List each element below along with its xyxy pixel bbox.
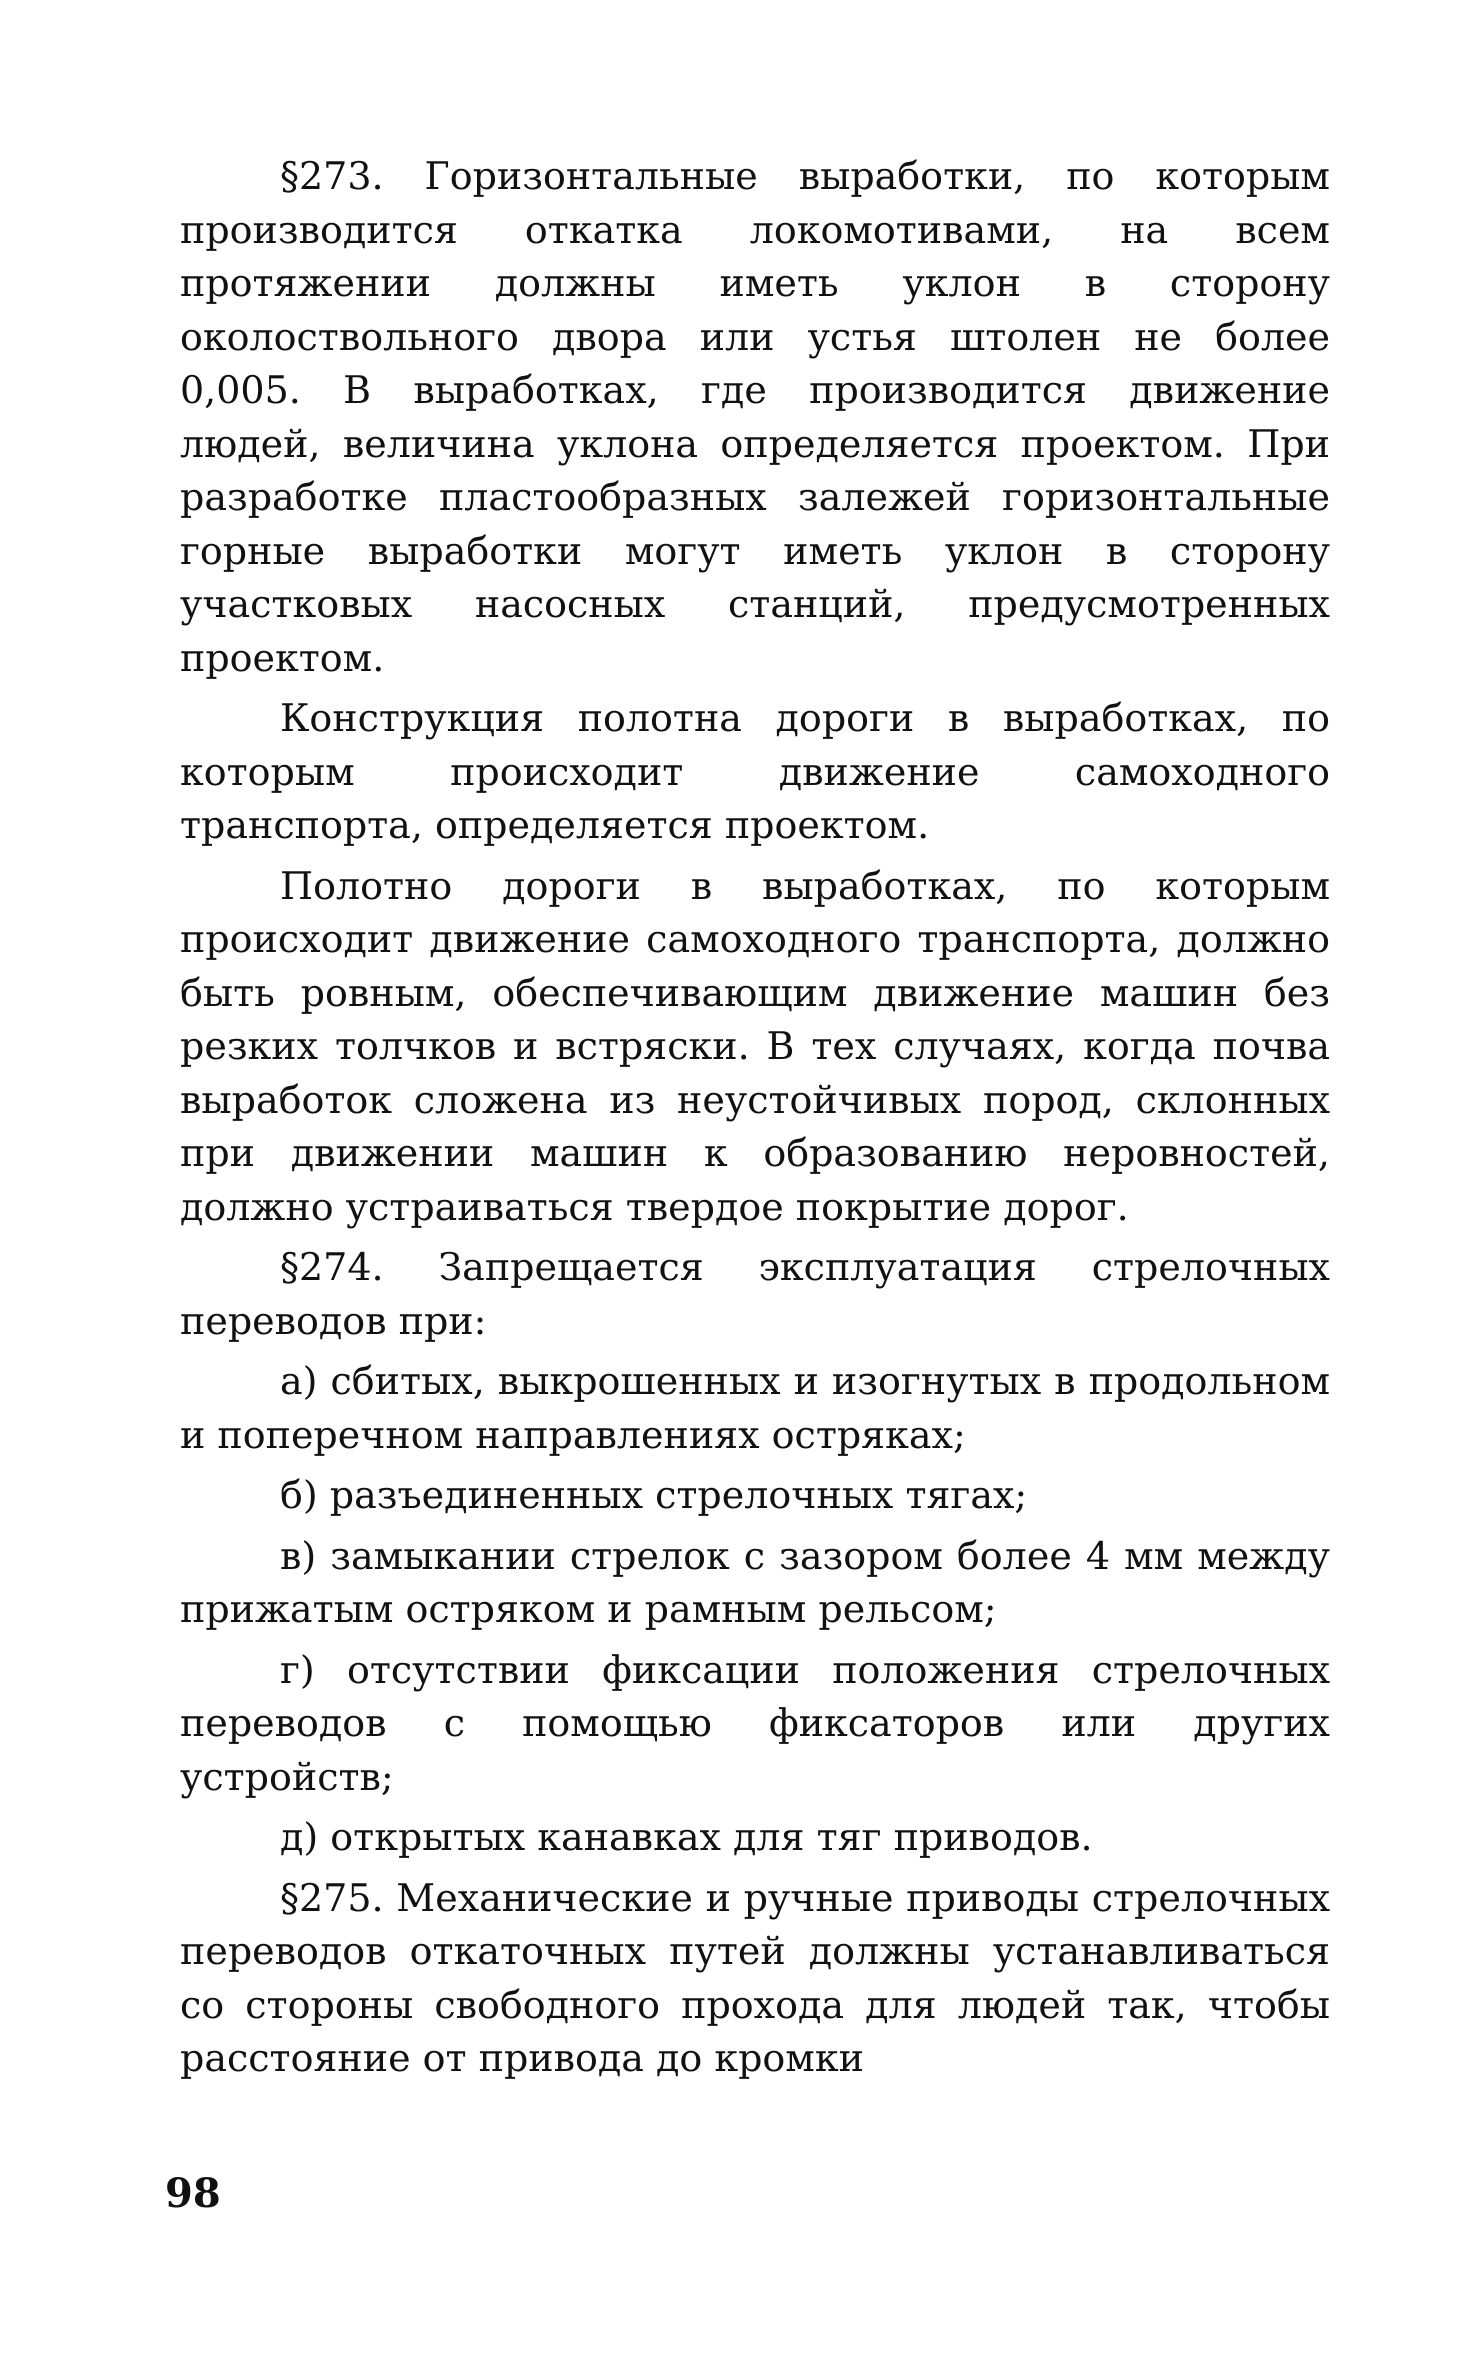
paragraph-273: §273. Горизонтальные выработки, по которым производится откатка локомотивами, на всем протяжении должны иметь уклон в сторону околоствольного двора или устья штолен не более 0,005. В выработках, где производится движение людей, величина уклона определяется проектом. При разработке пластообразных залежей горизонтальные горные выработки могут иметь уклон в сторону участковых насосных станций, предусмотренных проектом.: [180, 154, 1330, 680]
list-item-v: в) замыкании стрелок с зазором более 4 мм между прижатым остряком и рамным рельсом;: [180, 1533, 1330, 1631]
list-item-d: д) открытых канавках для тяг приводов.: [280, 1815, 1093, 1859]
list-item-a: а) сбитых, выкрошенных и изогнутых в продольном и поперечном направлениях остряках;: [180, 1359, 1330, 1457]
list-item-g: г) отсутствии фиксации положения стрелочных переводов с помощью фиксаторов или других устройств;: [180, 1647, 1330, 1799]
paragraph-road-surface: Полотно дороги в выработках, по которым происходит движение самоходного транспорта, должно быть ровным, обеспечивающим движение машин без резких толчков и встряски. В тех случаях, когда почва выработок сложена из неустойчивых пород, склонных при движении машин к образованию неровностей, должно устраиваться твердое покрытие дорог.: [180, 863, 1330, 1229]
paragraph-road-construction: Конструкция полотна дороги в выработках, по которым происходит движение самоходного транспорта, определяется проектом.: [180, 696, 1330, 847]
paragraph-275: §275. Механические и ручные приводы стрелочных переводов откаточных путей должны устанавливаться со стороны свободного прохода для людей так, чтобы расстояние от привода до кромки: [180, 1875, 1330, 2080]
list-item-b: б) разъединенных стрелочных тягах;: [280, 1473, 1028, 1517]
page-body: [180, 150, 1330, 2093]
page-number: 98: [165, 2170, 221, 2217]
paragraph-274: §274. Запрещается эксплуатация стрелочных переводов при:: [180, 1245, 1330, 1343]
